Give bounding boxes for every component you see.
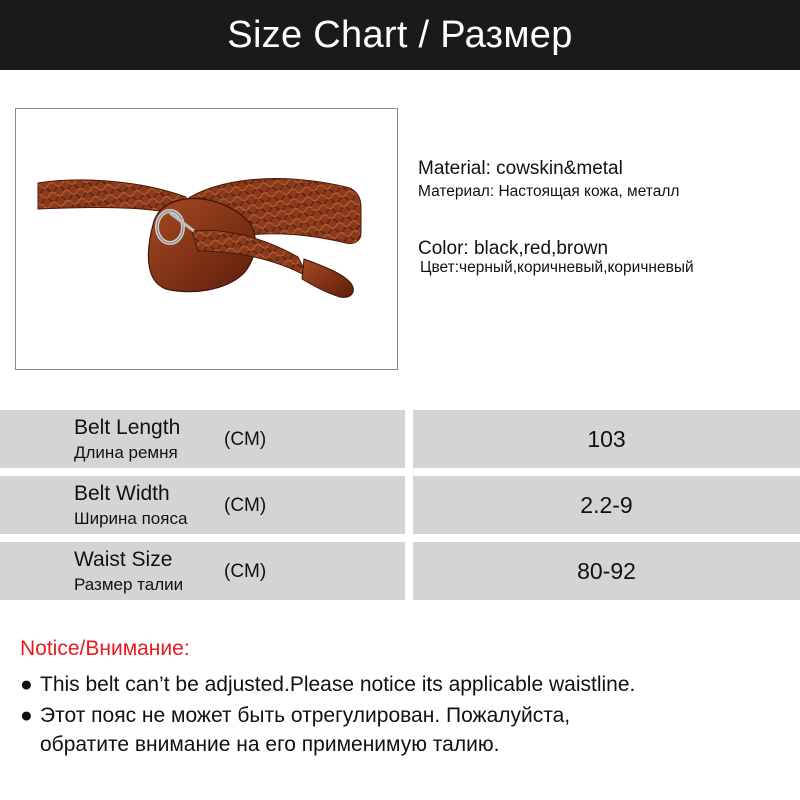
row-unit: (CM): [224, 561, 267, 582]
row-label-en: Belt Length: [74, 416, 181, 439]
row-label-en: Waist Size: [74, 548, 173, 571]
page-title: Size Chart / Размер: [227, 13, 573, 56]
row-unit: (CM): [224, 429, 267, 450]
product-photo: [15, 108, 694, 370]
table-row-belt-length: [0, 410, 800, 468]
notice-line-1: [20, 673, 635, 697]
material-ru: Материал: Настоящая кожа, металл: [418, 183, 680, 200]
row-value: 2.2-9: [580, 491, 633, 518]
bullet-icon: ●: [20, 704, 33, 727]
row-label-cell: [0, 410, 405, 468]
notice-text-1: This belt can’t be adjusted.Please notice its applicable waistline.: [40, 673, 636, 696]
row-label-ru: Размер талии: [74, 575, 184, 594]
material-en: Material: cowskin&metal: [418, 158, 623, 179]
row-label-cell: [0, 542, 405, 600]
row-value-cell: [413, 476, 800, 534]
braided-leather-belt-icon: [16, 109, 397, 369]
notice-line-2: [20, 704, 570, 728]
notice-text-3: обратите внимание на его применимую талию.: [40, 733, 500, 756]
table-row-belt-width: [0, 476, 800, 534]
row-unit: (CM): [224, 495, 267, 516]
color-ru: Цвет:черный,коричневый,коричневый: [420, 259, 694, 276]
row-value-cell: [413, 410, 800, 468]
table-row-waist-size: [0, 542, 800, 600]
bullet-icon: ●: [20, 673, 33, 696]
row-value: 103: [587, 425, 626, 452]
notice-line-3: [20, 733, 499, 757]
page-header: [0, 0, 800, 70]
color-en: Color: black,red,brown: [418, 238, 609, 259]
row-label-cell: [0, 476, 405, 534]
row-label-en: Belt Width: [74, 482, 170, 505]
row-label-ru: Длина ремня: [74, 443, 178, 462]
notice-text-2: Этот пояс не может быть отрегулирован. Пожалуйста,: [40, 704, 571, 727]
row-label-ru: Ширина пояса: [74, 509, 188, 528]
row-value: 80-92: [577, 557, 636, 584]
row-value-cell: [413, 542, 800, 600]
notice-title: Notice/Внимание:: [20, 637, 190, 660]
